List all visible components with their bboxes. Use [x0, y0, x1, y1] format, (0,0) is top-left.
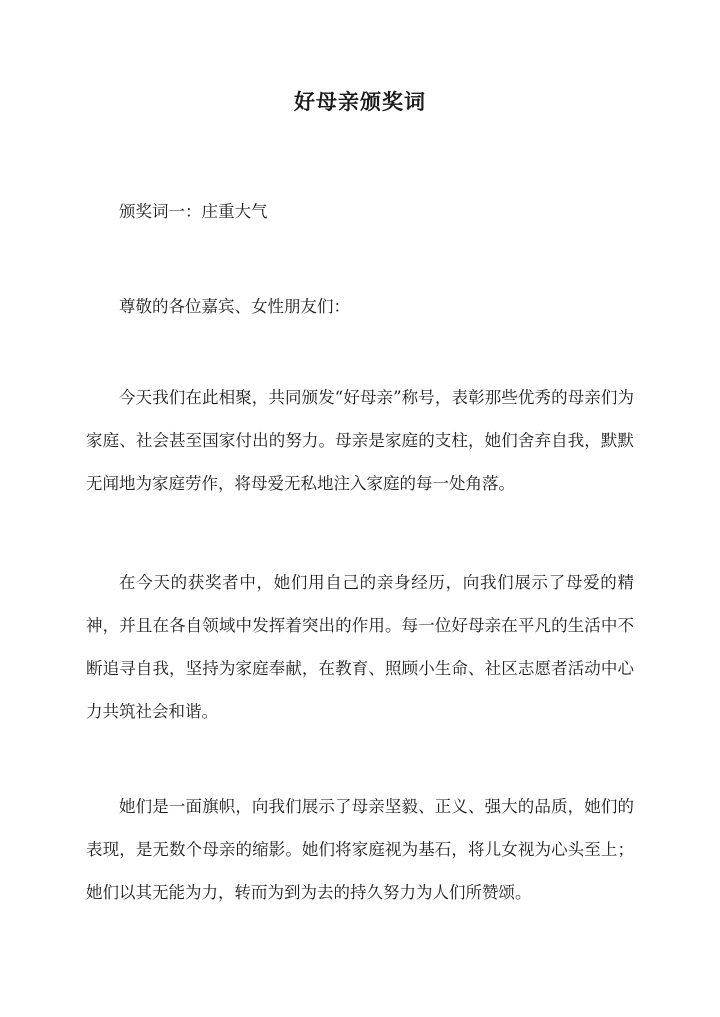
section-heading: 颁奖词一：庄重大气	[119, 202, 268, 221]
paragraph-1: 今天我们在此相聚，共同颁发“好母亲”称号，表彰那些优秀的母亲们为家庭、社会甚至国家付出的努力。母亲是家庭的支柱，她们舍弃自我，默默无闻地为家庭劳作，将母爱无私地注入家庭的每一处角落。	[86, 388, 634, 493]
greeting-line: 尊敬的各位嘉宾、女性朋友们：	[119, 297, 350, 316]
document-title: 好母亲颁奖词	[294, 89, 426, 114]
paragraph-3: 她们是一面旗帜，向我们展示了母亲坚毅、正义、强大的品质，她们的表现，是无数个母亲的缩影。她们将家庭视为基石，将儿女视为心头至上；她们以其无能为力，转而为到为去的持久努力为人们所赞颂。	[86, 797, 634, 902]
paragraph-2: 在今天的获奖者中，她们用自己的亲身经历，向我们展示了母爱的精神，并且在各自领域中发挥着突出的作用。每一位好母亲在平凡的生活中不断追寻自我，坚持为家庭奉献，在教育、照顾小生命、社区志愿者活动中心力共筑社会和谐。	[86, 573, 634, 721]
